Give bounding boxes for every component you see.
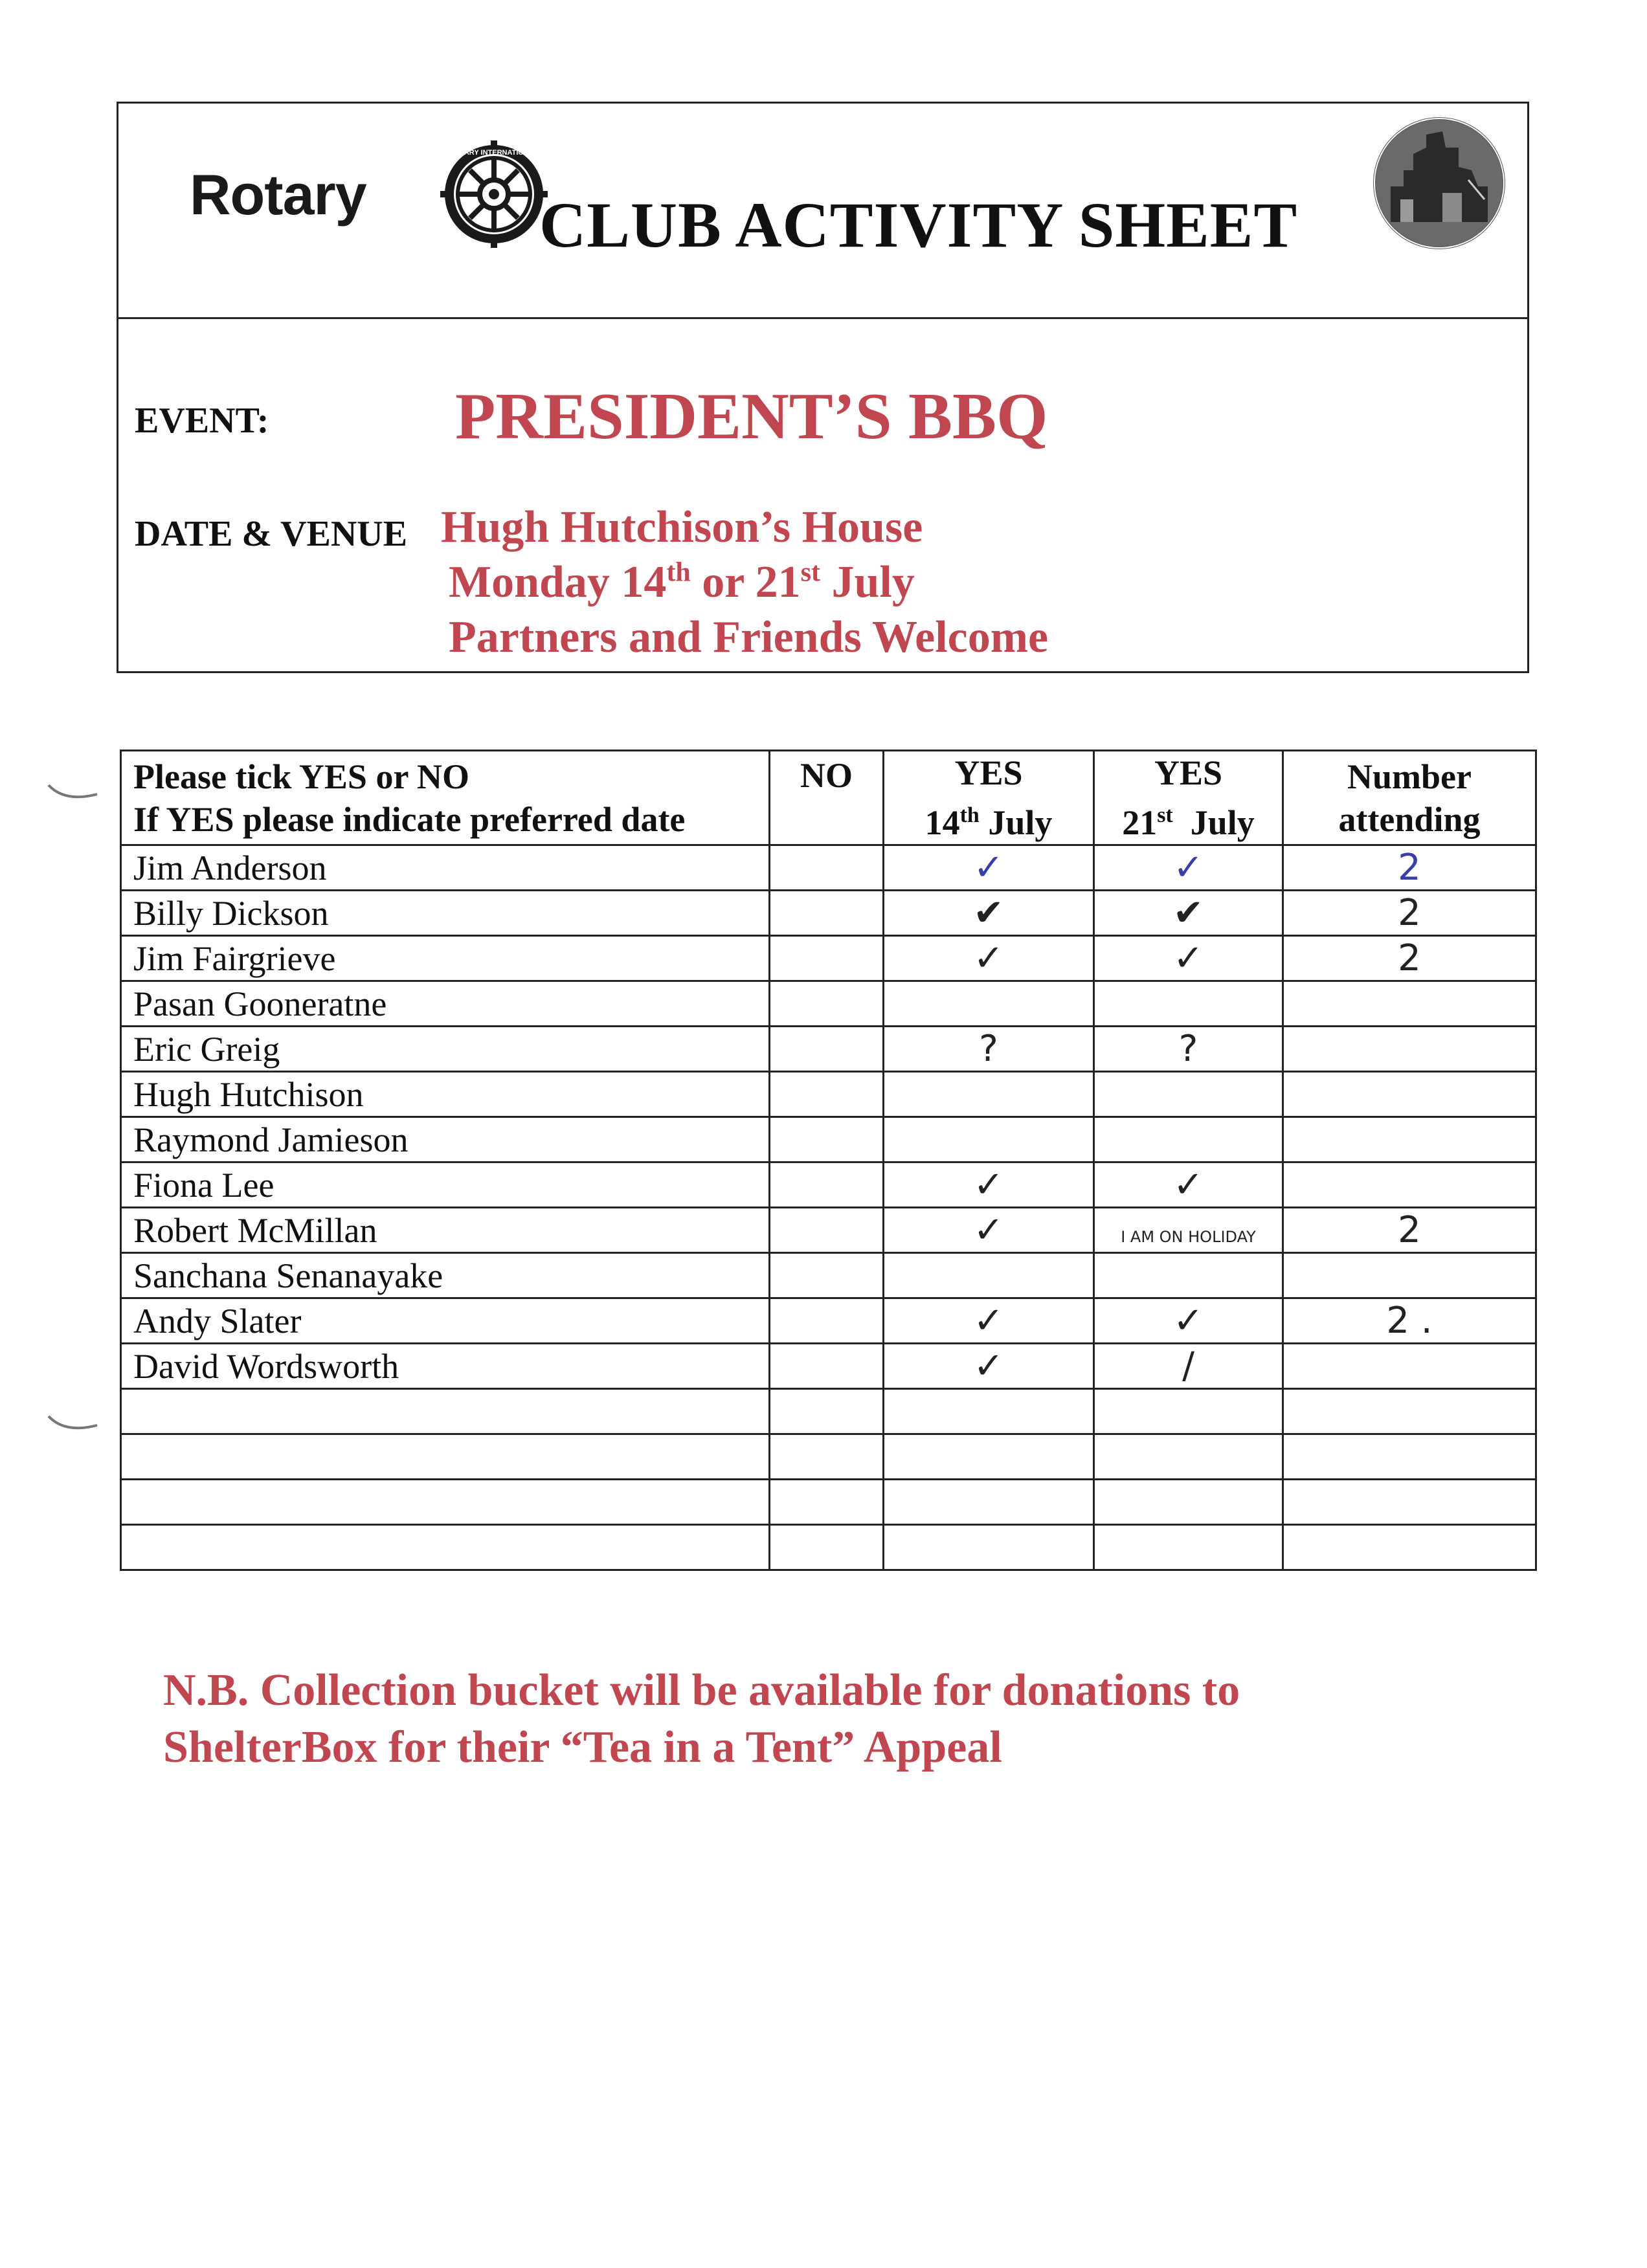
number-attending-cell: [1283, 1208, 1536, 1253]
number-attending-cell: [1283, 936, 1536, 981]
number-attending-cell: [1283, 1480, 1536, 1525]
yes-21-july-mark-cell: [1094, 981, 1283, 1027]
no-mark-cell: [770, 1162, 884, 1208]
number-attending-cell: [1283, 1162, 1536, 1208]
number-attending: 2: [1398, 1208, 1421, 1251]
yes-21-july-mark-cell: [1094, 1344, 1283, 1389]
col-header-yes-21-july: YES 21st July: [1094, 751, 1283, 845]
no-mark-cell: [770, 1117, 884, 1162]
yes-21-july-mark-cell: [1094, 1480, 1283, 1525]
number-attending: 2 .: [1386, 1299, 1433, 1342]
table-header-row: [121, 751, 1536, 845]
yes-14-july-mark-cell: [884, 1480, 1094, 1525]
yes-21-july-mark-cell: [1094, 891, 1283, 936]
punch-hole-mark-bottom: [45, 1411, 104, 1437]
yes-14-july-mark-cell: [884, 1434, 1094, 1480]
rotary-logo-text: Rotary: [190, 162, 366, 227]
table-row: [121, 1480, 1536, 1525]
attendee-name-cell: [121, 1162, 770, 1208]
attendee-name-cell: [121, 1117, 770, 1162]
no-mark-cell: [770, 891, 884, 936]
attendee-name-cell: [121, 1434, 770, 1480]
attendee-name-cell: [121, 891, 770, 936]
instructions-header: Please tick YES or NO If YES please indicate preferred date: [121, 751, 770, 845]
no-mark-cell: [770, 1208, 884, 1253]
attendee-name: Pasan Gooneratne: [133, 984, 387, 1023]
table-row: [121, 1208, 1536, 1253]
yes-21-july-mark-cell: [1094, 1525, 1283, 1570]
attendee-name-cell: [121, 1480, 770, 1525]
col-header-no: NO: [770, 751, 884, 845]
header-box: [117, 102, 1529, 673]
table-row: [121, 1162, 1536, 1208]
rotary-wheel-text: ROTARY INTERNATIONAL: [449, 149, 539, 157]
attendee-name-cell: [121, 1525, 770, 1570]
yes-14-july-mark-cell: [884, 891, 1094, 936]
yes-14-july-mark-cell: [884, 1525, 1094, 1570]
yes-21-july-mark-cell: [1094, 1208, 1283, 1253]
table-row: [121, 1389, 1536, 1434]
venue-location: Hugh Hutchison’s House: [441, 502, 923, 552]
rotary-wheel-icon: [439, 139, 549, 249]
yes-14-july-mark-cell: [884, 981, 1094, 1027]
no-mark-cell: [770, 1389, 884, 1434]
sheet-title: CLUB ACTIVITY SHEET: [539, 189, 1298, 261]
yes-21-july-mark-cell: [1094, 1389, 1283, 1434]
number-attending-cell: [1283, 891, 1536, 936]
number-attending-cell: [1283, 1389, 1536, 1434]
yes-21-july-mark: ✓: [1173, 1299, 1204, 1342]
header-divider: [118, 317, 1527, 319]
yes-21-july-mark-cell: [1094, 1298, 1283, 1344]
table-row: [121, 1298, 1536, 1344]
number-attending-cell: [1283, 1298, 1536, 1344]
yes-14-july-mark: ✓: [973, 1344, 1004, 1387]
yes-14-july-mark-cell: [884, 1344, 1094, 1389]
yes-21-july-mark: ✓: [1173, 1163, 1204, 1206]
table-row: [121, 1072, 1536, 1117]
number-attending-cell: [1283, 981, 1536, 1027]
number-attending-cell: [1283, 1525, 1536, 1570]
no-mark-cell: [770, 1344, 884, 1389]
venue-date: Monday 14th or 21st July: [449, 557, 915, 607]
number-attending-cell: [1283, 1027, 1536, 1072]
attendee-name-cell: [121, 845, 770, 891]
yes-21-july-mark-cell: [1094, 936, 1283, 981]
attendee-name-cell: [121, 1344, 770, 1389]
yes-14-july-mark: ✓: [973, 1163, 1004, 1206]
yes-21-july-mark-cell: [1094, 1072, 1283, 1117]
yes-14-july-mark-cell: [884, 1389, 1094, 1434]
no-mark-cell: [770, 1027, 884, 1072]
attendance-table-body: [121, 845, 1536, 1570]
no-mark-cell: [770, 1525, 884, 1570]
attendee-name: Andy Slater: [133, 1301, 302, 1340]
number-attending-cell: [1283, 1072, 1536, 1117]
table-row: [121, 1253, 1536, 1298]
castle-emblem-icon: [1365, 109, 1514, 258]
yes-14-july-mark-cell: [884, 1162, 1094, 1208]
yes-14-july-mark-cell: [884, 1117, 1094, 1162]
no-mark-cell: [770, 1434, 884, 1480]
event-name: PRESIDENT’S BBQ: [455, 380, 1048, 453]
yes-21-july-mark: /: [1182, 1344, 1194, 1387]
number-attending-cell: [1283, 845, 1536, 891]
attendee-name-cell: [121, 1253, 770, 1298]
attendee-name: Robert McMillan: [133, 1210, 377, 1250]
table-row: [121, 845, 1536, 891]
table-row: [121, 1344, 1536, 1389]
yes-14-july-mark-cell: [884, 1298, 1094, 1344]
attendee-name: Jim Fairgrieve: [133, 939, 336, 978]
attendee-name-cell: [121, 936, 770, 981]
donation-note-line-2: ShelterBox for their “Tea in a Tent” Appeal: [163, 1722, 1002, 1772]
attendee-name: Hugh Hutchison: [133, 1074, 364, 1114]
attendee-name: Raymond Jamieson: [133, 1120, 409, 1159]
col-header-yes-14-july: YES 14th July: [884, 751, 1094, 845]
event-label: EVENT:: [135, 401, 269, 441]
attendance-table: [120, 750, 1537, 1571]
number-attending-cell: [1283, 1117, 1536, 1162]
no-mark-cell: [770, 1298, 884, 1344]
table-row: [121, 1027, 1536, 1072]
yes-14-july-mark-cell: [884, 1208, 1094, 1253]
attendee-name-cell: [121, 1027, 770, 1072]
number-attending-cell: [1283, 1344, 1536, 1389]
punch-hole-mark-top: [45, 780, 104, 806]
yes-21-july-mark: ✓: [1173, 846, 1204, 889]
no-mark-cell: [770, 1253, 884, 1298]
table-row: [121, 981, 1536, 1027]
date-venue-label: DATE & VENUE: [135, 514, 408, 554]
number-attending: 2: [1398, 937, 1421, 979]
attendee-name-cell: [121, 981, 770, 1027]
col-header-number-attending: Number attending: [1283, 751, 1536, 845]
attendee-name: Eric Greig: [133, 1029, 280, 1069]
table-row: [121, 936, 1536, 981]
yes-14-july-mark: ✓: [973, 1299, 1004, 1342]
number-attending: 2: [1398, 846, 1421, 889]
no-mark-cell: [770, 845, 884, 891]
table-row: [121, 1434, 1536, 1480]
attendee-name: David Wordsworth: [133, 1346, 399, 1386]
yes-21-july-mark-cell: [1094, 845, 1283, 891]
table-row: [121, 1525, 1536, 1570]
table-row: [121, 891, 1536, 936]
yes-21-july-mark-cell: [1094, 1434, 1283, 1480]
yes-14-july-mark-cell: [884, 1072, 1094, 1117]
yes-14-july-mark-cell: [884, 1027, 1094, 1072]
no-mark-cell: [770, 981, 884, 1027]
yes-14-july-mark: ✓: [973, 1208, 1004, 1251]
yes-21-july-mark-cell: [1094, 1027, 1283, 1072]
yes-14-july-mark-cell: [884, 1253, 1094, 1298]
attendee-name-cell: [121, 1208, 770, 1253]
donation-note: [163, 1662, 1240, 1776]
attendee-name: Fiona Lee: [133, 1165, 274, 1205]
yes-14-july-mark: ✓: [973, 937, 1004, 979]
yes-21-july-mark: I AM ON HOLIDAY: [1121, 1227, 1256, 1246]
yes-14-july-mark: ✔: [973, 891, 1004, 934]
number-attending-cell: [1283, 1434, 1536, 1480]
yes-21-july-mark-cell: [1094, 1253, 1283, 1298]
no-mark-cell: [770, 936, 884, 981]
yes-21-july-mark-cell: [1094, 1162, 1283, 1208]
number-attending-cell: [1283, 1253, 1536, 1298]
venue-welcome-note: Partners and Friends Welcome: [449, 612, 1049, 662]
donation-note-line-1: N.B. Collection bucket will be available for donations to: [163, 1665, 1240, 1715]
attendee-name-cell: [121, 1389, 770, 1434]
yes-21-july-mark: ✓: [1173, 937, 1204, 979]
attendee-name: Sanchana Senanayake: [133, 1256, 443, 1295]
number-attending: 2: [1398, 891, 1421, 934]
yes-14-july-mark-cell: [884, 936, 1094, 981]
yes-14-july-mark: ?: [979, 1027, 998, 1070]
no-mark-cell: [770, 1072, 884, 1117]
attendee-name: Jim Anderson: [133, 848, 327, 887]
yes-21-july-mark: ?: [1178, 1027, 1198, 1070]
table-row: [121, 1117, 1536, 1162]
yes-21-july-mark-cell: [1094, 1117, 1283, 1162]
yes-21-july-mark: ✔: [1173, 891, 1204, 934]
no-mark-cell: [770, 1480, 884, 1525]
yes-14-july-mark: ✓: [973, 846, 1004, 889]
attendee-name-cell: [121, 1072, 770, 1117]
attendee-name-cell: [121, 1298, 770, 1344]
attendee-name: Billy Dickson: [133, 893, 329, 933]
yes-14-july-mark-cell: [884, 845, 1094, 891]
